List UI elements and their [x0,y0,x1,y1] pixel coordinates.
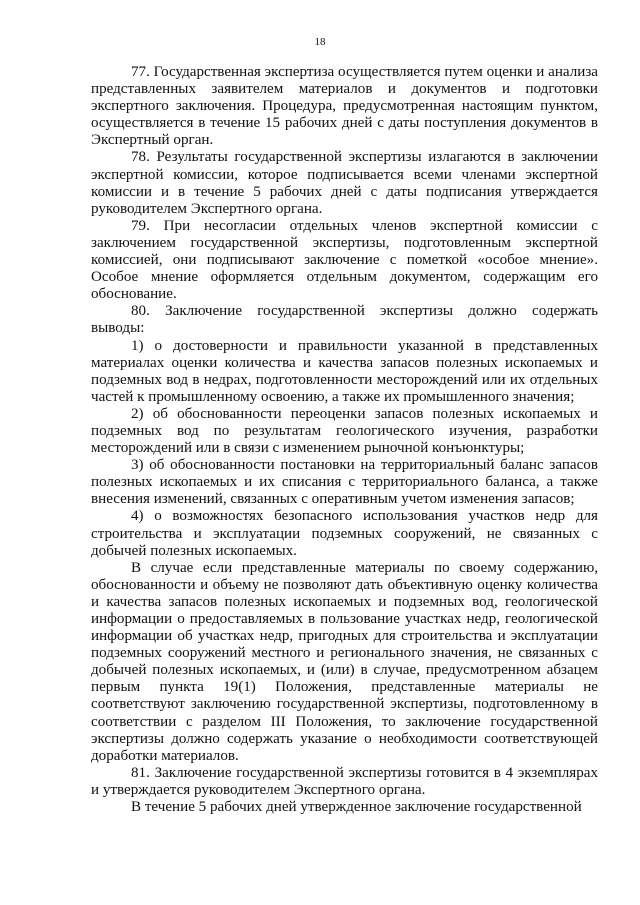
document-body [91,64,598,816]
paragraph-77: 77. Государственная экспертиза осуществляется путем оценки и анализа представленных заявителем материалов и документов и подготовки экспертного заключения. Процедура, предусмотренная настоящим пунктом, осуществляется в течение 15 рабочих дней с даты поступления документов в Экспертный орган. [91,64,598,149]
paragraph-81: 81. Заключение государственной экспертизы готовится в 4 экземплярах и утверждается руководителем Экспертного органа. [91,764,598,798]
list-item-4: 4) о возможностях безопасного использования участков недр для строительства и эксплуатации подземных сооружений, не связанных с добычей полезных ископаемых. [91,508,598,559]
paragraph-78: 78. Результаты государственной экспертизы излагаются в заключении экспертной комиссии, которое подписывается всеми членами экспертной комиссии и в течение 5 рабочих дней с даты подписания утверждается руководителем Экспертного органа. [91,149,598,217]
list-item-2: 2) об обоснованности переоценки запасов полезных ископаемых и подземных вод по результатам геологического изучения, разработки месторождений или в связи с изменением рыночной конъюнктуры; [91,405,598,457]
paragraph-79: 79. При несогласии отдельных членов экспертной комиссии с заключением государственной экспертизы, подготовленным экспертной комиссией, они подписывают заключение с пометкой «особое мнение». Особое мнение оформляется отдельным документом, содержащим его обоснование. [91,217,598,303]
paragraph-80: 80. Заключение государственной экспертизы должно содержать выводы: [91,303,598,337]
list-item-3: 3) об обоснованности постановки на территориальный баланс запасов полезных ископаемых и их списания с территориального баланса, а также внесения изменений, связанных с оперативным учетом изменения запасов; [91,457,598,508]
paragraph-continuation: В течение 5 рабочих дней утвержденное заключение государственной [131,799,582,816]
list-item-1: 1) о достоверности и правильности указанной в представленных материалах оценки количества и качества запасов полезных ископаемых и подземных вод в недрах, подготовленности месторождений или их отдельных частей к промышленному освоению, а также их промышленного значения; [91,337,598,405]
page-number: 18 [314,36,326,48]
paragraph-condition: В случае если представленные материалы по своему содержанию, обоснованности и объему не позволяют дать объективную оценку количества и качества запасов полезных ископаемых и подземных вод, геологической информации о предоставляемых в пользование участках недр, геологической информации об участках недр, пригодных для строительства и эксплуатации подземных сооружений местного и регионального значения, не связанных с добычей полезных ископаемых, и (или) в случае, предусмотренном абзацем первым пункта 19(1) Положения, представленные материалы не соответствуют заключению государственной экспертизы, подготовленному в соответствии с разделом III Положения, то заключение государственной экспертизы должно содержать указание о необходимости соответствующей доработки материалов. [91,559,598,764]
